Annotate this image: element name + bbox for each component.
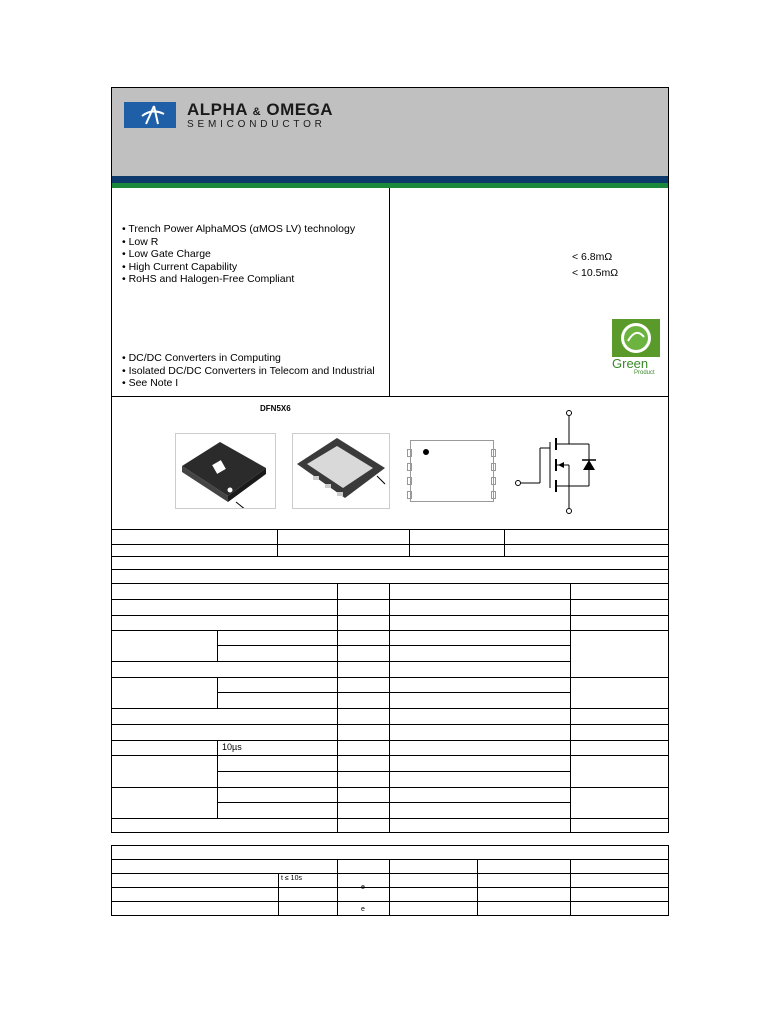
datasheet-page	[111, 87, 669, 833]
package-label: DFN5X6	[260, 404, 291, 413]
header-green-stripe	[112, 183, 668, 188]
section-divider	[112, 396, 668, 397]
feature-item: • Low Gate Charge	[122, 248, 211, 260]
thermal-table	[111, 845, 669, 916]
feature-item: • Trench Power AlphaMOS (αMOS LV) technology	[122, 223, 356, 235]
section-divider	[389, 188, 390, 396]
header-banner	[112, 88, 668, 176]
thermal-condition-cell: t ≤ 10s	[281, 875, 302, 882]
feature-item: • RoHS and Halogen-Free Compliant	[122, 273, 295, 285]
header-blue-stripe	[112, 176, 668, 183]
feature-item: • Low R	[122, 235, 159, 248]
application-item: • See Note I	[122, 377, 179, 389]
features-list	[122, 223, 355, 286]
rdson-spec-1: < 6.8mΩ	[572, 251, 613, 263]
green-product-badge	[612, 319, 660, 377]
green-badge-subtext: Product	[634, 370, 655, 376]
brand-name: ALPHA & OMEGA	[187, 100, 334, 119]
application-item: • DC/DC Converters in Computing	[122, 352, 281, 364]
rdson-spec-2: < 10.5mΩ	[572, 267, 619, 279]
applications-list	[122, 352, 375, 390]
company-logo-mark	[124, 102, 176, 128]
package-bottom-icon	[293, 434, 389, 508]
thermal-note-cell: e	[361, 884, 365, 891]
package-top-view-image	[175, 433, 276, 509]
green-leaf-icon	[612, 319, 660, 357]
green-badge-text: Green	[612, 356, 649, 371]
mosfet-schematic	[512, 408, 612, 516]
pulse-duration-cell: 10µs	[222, 742, 242, 752]
pin-diagram	[410, 440, 494, 502]
package-top-icon	[176, 434, 275, 508]
package-bottom-view-image	[292, 433, 390, 509]
feature-item: • High Current Capability	[122, 260, 238, 273]
mosfet-symbol-icon	[512, 408, 612, 516]
application-item: • Isolated DC/DC Converters in Telecom and Industrial	[122, 364, 375, 377]
logo-glyph-icon	[124, 102, 176, 128]
brand-subtitle: SEMICONDUCTOR	[187, 119, 326, 130]
thermal-note-cell: e	[361, 906, 365, 913]
pin1-marker-icon	[423, 449, 429, 455]
